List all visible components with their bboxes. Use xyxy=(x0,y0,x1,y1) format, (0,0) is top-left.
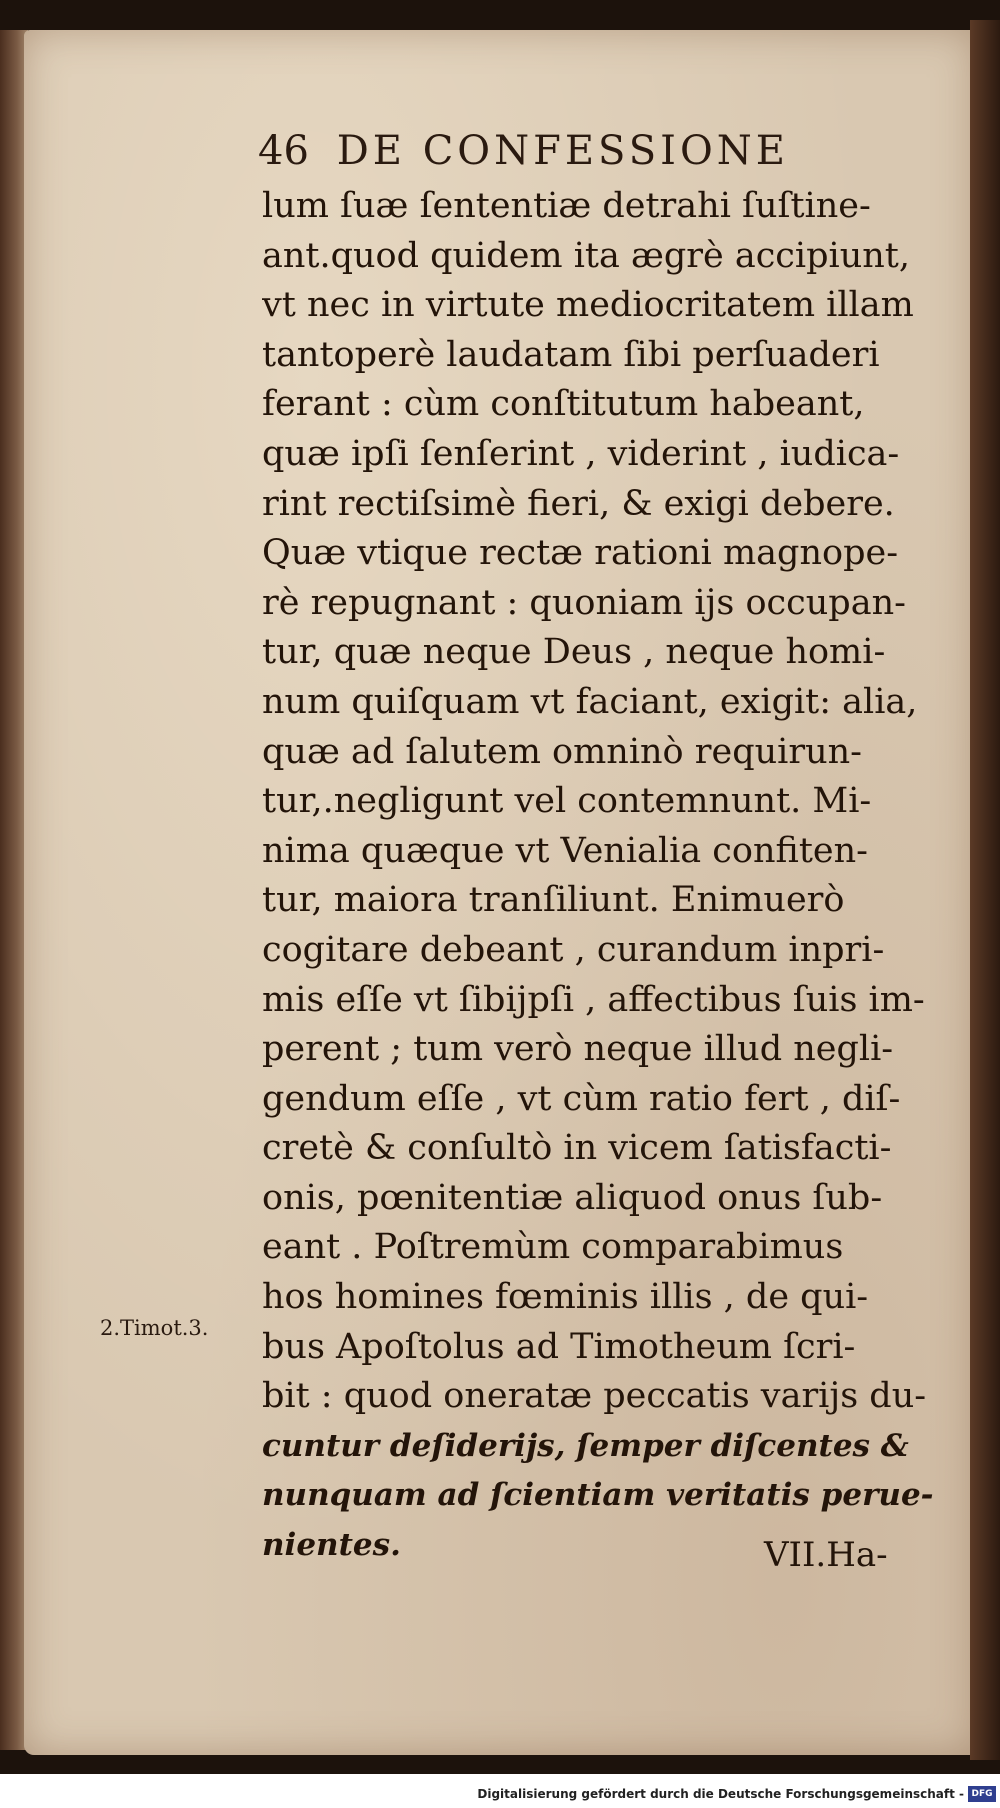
text-line: tur,.negligunt vel contemnunt. Mi- xyxy=(262,781,872,822)
text-line: nima quæque vt Venialia confiten- xyxy=(262,830,868,871)
text-line: tur, quæ neque Deus , neque homi- xyxy=(262,632,886,673)
text-line: cretè & conſultò in vicem ſatisfacti- xyxy=(262,1128,892,1169)
text-line: num quiſquam vt faciant, exigit: alia, xyxy=(262,681,918,722)
text-line: bit : quod oneratæ peccatis varijs du- xyxy=(262,1376,927,1417)
text-line: gendum eſſe , vt cùm ratio fert , diſ- xyxy=(262,1078,901,1119)
running-head: DE CONFESSIONE xyxy=(336,128,789,174)
marginal-note: 2.Timot.3. xyxy=(100,1316,209,1340)
text-line: tur, maiora tranſiliunt. Enimuerò xyxy=(262,880,845,921)
text-line: perent ; tum verò neque illud negli- xyxy=(262,1029,894,1070)
page-body xyxy=(262,182,942,1571)
text-line: onis, pœnitentiæ aliquod onus ſub- xyxy=(262,1177,883,1218)
text-line: cogitare debeant , curandum inpri- xyxy=(262,929,885,970)
book-edge-right xyxy=(970,20,1000,1760)
text-line: quæ ad ſalutem omninò requirun- xyxy=(262,731,862,772)
text-line: ant.quod quidem ita ægrè accipiunt, xyxy=(262,235,910,276)
text-line: hos homines fœminis illis , de qui- xyxy=(262,1277,869,1318)
text-line: Quæ vtique rectæ rationi magnope- xyxy=(262,533,899,574)
footer-bar xyxy=(0,1774,1000,1808)
page-header xyxy=(258,128,938,174)
text-line-italic: cuntur deſiderijs, ſemper diſcentes & xyxy=(262,1427,909,1464)
text-line-italic: nientes. xyxy=(262,1527,401,1564)
dfg-logo: DFG xyxy=(968,1786,996,1802)
text-line: vt nec in virtute mediocritatem illam xyxy=(262,285,914,326)
text-line: tantoperè laudatam ſibi perſuaderi xyxy=(262,334,880,375)
text-line: rint rectiſsimè fieri, & exigi debere. xyxy=(262,483,895,524)
text-line: quæ ipſi ſenſerint , viderint , iudica- xyxy=(262,433,900,474)
text-line-italic: nunquam ad ſcientiam veritatis perue- xyxy=(262,1477,934,1514)
text-line: lum ſuæ ſententiæ detrahi ſuſtine- xyxy=(262,186,871,226)
catchword: VII.Ha- xyxy=(764,1535,888,1575)
text-line: ferant : cùm conſtitutum habeant, xyxy=(262,384,865,425)
page-number: 46 xyxy=(258,128,309,174)
text-line: eant . Poſtremùm comparabimus xyxy=(262,1227,844,1268)
text-line: bus Apoſtolus ad Timotheum ſcri- xyxy=(262,1326,856,1367)
text-line: mis eſſe vt ſibijpſi , affectibus ſuis im- xyxy=(262,979,925,1020)
funding-credit: Digitalisierung gefördert durch die Deutsche Forschungsgemeinschaft - xyxy=(477,1787,964,1801)
text-line: rè repugnant : quoniam ijs occupan- xyxy=(262,582,906,623)
